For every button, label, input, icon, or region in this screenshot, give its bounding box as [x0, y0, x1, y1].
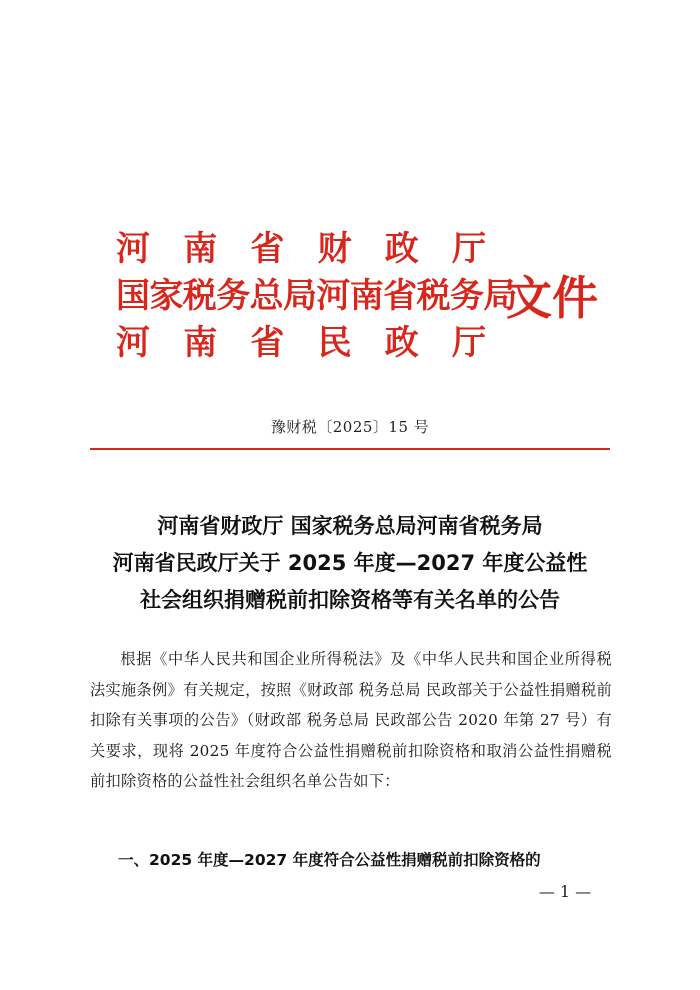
- issuer-char: 民: [317, 323, 352, 363]
- issuer-char: 南: [183, 323, 218, 363]
- title-line-1: 河南省财政厅 国家税务总局河南省税务局: [157, 514, 543, 538]
- red-separator-rule: [90, 448, 610, 450]
- issuer-char: 省: [250, 323, 285, 363]
- issuer-henan-finance: [116, 226, 486, 272]
- body-paragraph: 根据《中华人民共和国企业所得税法》及《中华人民共和国企业所得税法实施条例》有关规定，按照《财政部 税务总局 民政部关于公益性捐赠税前扣除有关事项的公告》（财政部 税务总局 民政部公告 2020 年第 27 号）有关要求，现将 2025 年度符合公益性捐赠税前扣除资格和取消公益性捐赠税前扣除资格的公益性社会组织名单公告如下：: [90, 650, 612, 790]
- issuer-char: 财: [317, 229, 352, 269]
- document-title: [80, 508, 620, 619]
- document-type-label: 文件: [506, 271, 598, 325]
- issuer-char: 厅: [451, 323, 486, 363]
- issuer-char: 厅: [451, 229, 486, 269]
- document-number: 豫财税〔2025〕15 号: [270, 418, 430, 436]
- issuer-char: 政: [384, 229, 419, 269]
- issuer-char: 南: [183, 229, 218, 269]
- issuer-char: 政: [384, 323, 419, 363]
- title-line-3: 社会组织捐赠税前扣除资格等有关名单的公告: [140, 588, 560, 612]
- section-heading: 一、2025 年度—2027 年度符合公益性捐赠税前扣除资格的: [118, 851, 541, 869]
- title-line-2: 河南省民政厅关于 2025 年度—2027 年度公益性: [112, 551, 588, 575]
- issuer-char: 河: [116, 229, 150, 269]
- issuer-char: 河: [116, 323, 150, 363]
- issuer-char: 省: [250, 229, 285, 269]
- issuer-block: [116, 226, 596, 366]
- issuer-civil-affairs: [116, 320, 486, 366]
- page-number: — 1 —: [538, 882, 592, 901]
- issuer-tax-bureau: 国家税务总局河南省税务局: [116, 276, 517, 316]
